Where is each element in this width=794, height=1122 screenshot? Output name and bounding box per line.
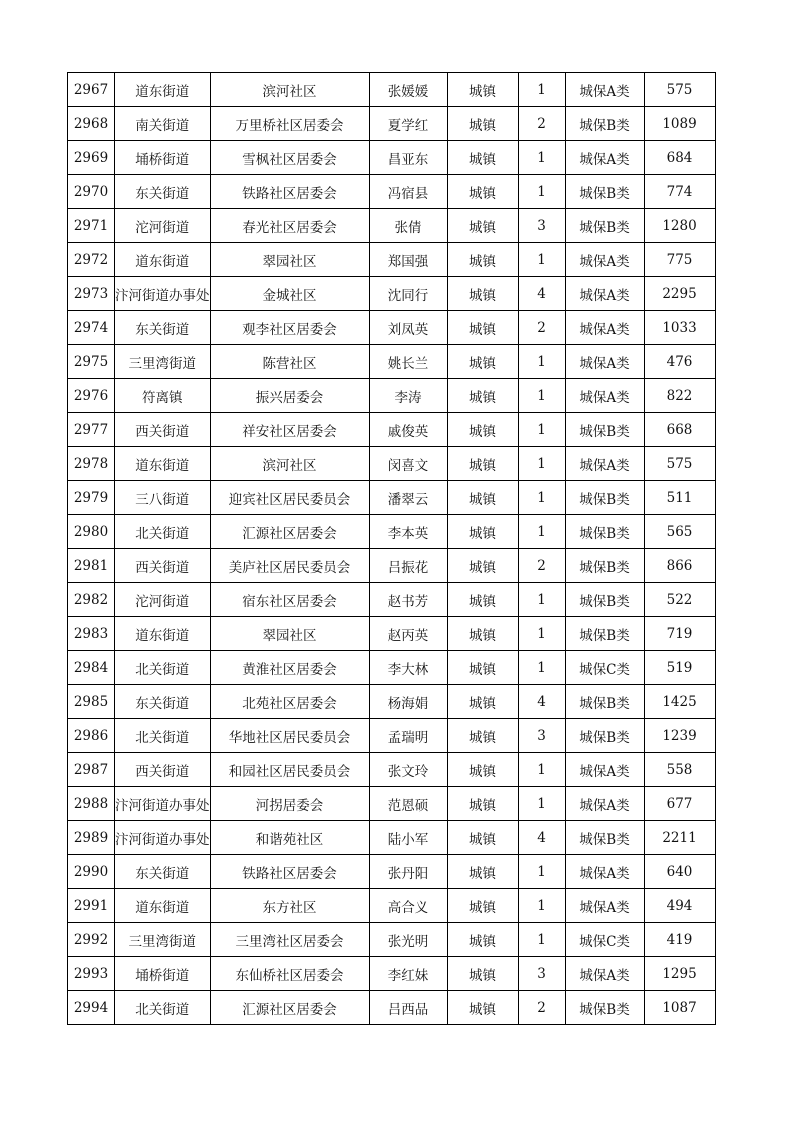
cell-count: 2 bbox=[518, 991, 565, 1025]
cell-count: 1 bbox=[518, 447, 565, 481]
cell-street bbox=[115, 923, 211, 957]
cell-category: 城保B类 bbox=[565, 515, 644, 549]
cell-count: 4 bbox=[518, 685, 565, 719]
cell-category: 城保C类 bbox=[565, 923, 644, 957]
cell-amount: 1033 bbox=[644, 311, 715, 345]
cell-name: 李涛 bbox=[369, 379, 447, 413]
cell-name: 冯宿县 bbox=[369, 175, 447, 209]
cell-number: 2975 bbox=[68, 345, 115, 379]
table-row bbox=[68, 379, 716, 413]
cell-street bbox=[115, 413, 211, 447]
street-text: 沱河街道 bbox=[135, 593, 190, 610]
cell-amount: 668 bbox=[644, 413, 715, 447]
table-row bbox=[68, 651, 716, 685]
cell-type: 城镇 bbox=[447, 685, 518, 719]
cell-community: 铁路社区居委会 bbox=[210, 175, 369, 209]
street-text: 东关街道 bbox=[135, 185, 190, 202]
cell-type: 城镇 bbox=[447, 991, 518, 1025]
table-row bbox=[68, 277, 716, 311]
street-text: 道东街道 bbox=[135, 899, 190, 916]
table-row bbox=[68, 243, 716, 277]
cell-name: 李大林 bbox=[369, 651, 447, 685]
cell-name: 吕西品 bbox=[369, 991, 447, 1025]
cell-category: 城保A类 bbox=[565, 345, 644, 379]
table-row bbox=[68, 549, 716, 583]
cell-name: 赵书芳 bbox=[369, 583, 447, 617]
table-body bbox=[68, 73, 716, 1025]
cell-name: 杨海娟 bbox=[369, 685, 447, 719]
cell-amount: 558 bbox=[644, 753, 715, 787]
cell-category: 城保A类 bbox=[565, 141, 644, 175]
cell-community: 和园社区居民委员会 bbox=[210, 753, 369, 787]
cell-number: 2970 bbox=[68, 175, 115, 209]
cell-community: 汇源社区居委会 bbox=[210, 991, 369, 1025]
cell-number: 2992 bbox=[68, 923, 115, 957]
cell-community: 春光社区居委会 bbox=[210, 209, 369, 243]
cell-street bbox=[115, 549, 211, 583]
cell-number: 2978 bbox=[68, 447, 115, 481]
cell-amount: 522 bbox=[644, 583, 715, 617]
cell-number: 2976 bbox=[68, 379, 115, 413]
cell-count: 1 bbox=[518, 141, 565, 175]
cell-name: 李红妹 bbox=[369, 957, 447, 991]
cell-count: 1 bbox=[518, 855, 565, 889]
street-text: 汴河街道办事处 bbox=[115, 287, 210, 304]
cell-community: 三里湾社区居委会 bbox=[210, 923, 369, 957]
cell-number: 2977 bbox=[68, 413, 115, 447]
cell-count: 1 bbox=[518, 651, 565, 685]
cell-community: 汇源社区居委会 bbox=[210, 515, 369, 549]
street-text: 西关街道 bbox=[135, 559, 190, 576]
street-text: 三八街道 bbox=[135, 491, 190, 508]
cell-number: 2973 bbox=[68, 277, 115, 311]
cell-type: 城镇 bbox=[447, 73, 518, 107]
cell-category: 城保B类 bbox=[565, 583, 644, 617]
cell-category: 城保B类 bbox=[565, 821, 644, 855]
cell-street bbox=[115, 277, 211, 311]
cell-type: 城镇 bbox=[447, 855, 518, 889]
street-text: 道东街道 bbox=[135, 457, 190, 474]
cell-count: 3 bbox=[518, 719, 565, 753]
cell-count: 1 bbox=[518, 243, 565, 277]
street-text: 符离镇 bbox=[142, 389, 183, 406]
cell-street bbox=[115, 991, 211, 1025]
cell-category: 城保A类 bbox=[565, 855, 644, 889]
cell-street bbox=[115, 855, 211, 889]
cell-street bbox=[115, 175, 211, 209]
cell-count: 1 bbox=[518, 345, 565, 379]
cell-type: 城镇 bbox=[447, 515, 518, 549]
cell-community: 翠园社区 bbox=[210, 617, 369, 651]
cell-community: 观李社区居委会 bbox=[210, 311, 369, 345]
cell-category: 城保B类 bbox=[565, 617, 644, 651]
cell-number: 2981 bbox=[68, 549, 115, 583]
cell-category: 城保B类 bbox=[565, 685, 644, 719]
cell-amount: 1239 bbox=[644, 719, 715, 753]
cell-category: 城保A类 bbox=[565, 379, 644, 413]
cell-amount: 640 bbox=[644, 855, 715, 889]
cell-community: 和谐苑社区 bbox=[210, 821, 369, 855]
street-text: 西关街道 bbox=[135, 423, 190, 440]
cell-type: 城镇 bbox=[447, 651, 518, 685]
table-row bbox=[68, 787, 716, 821]
cell-type: 城镇 bbox=[447, 345, 518, 379]
table-row bbox=[68, 855, 716, 889]
cell-type: 城镇 bbox=[447, 923, 518, 957]
table-row bbox=[68, 719, 716, 753]
cell-amount: 575 bbox=[644, 447, 715, 481]
cell-community: 宿东社区居委会 bbox=[210, 583, 369, 617]
cell-category: 城保A类 bbox=[565, 787, 644, 821]
cell-number: 2990 bbox=[68, 855, 115, 889]
cell-number: 2994 bbox=[68, 991, 115, 1025]
cell-category: 城保A类 bbox=[565, 447, 644, 481]
cell-type: 城镇 bbox=[447, 311, 518, 345]
cell-amount: 575 bbox=[644, 73, 715, 107]
cell-type: 城镇 bbox=[447, 821, 518, 855]
cell-number: 2980 bbox=[68, 515, 115, 549]
cell-number: 2984 bbox=[68, 651, 115, 685]
street-text: 道东街道 bbox=[135, 627, 190, 644]
table-row bbox=[68, 73, 716, 107]
cell-community: 滨河社区 bbox=[210, 447, 369, 481]
street-text: 北关街道 bbox=[135, 525, 190, 542]
cell-street bbox=[115, 821, 211, 855]
table-row bbox=[68, 821, 716, 855]
cell-type: 城镇 bbox=[447, 481, 518, 515]
cell-type: 城镇 bbox=[447, 277, 518, 311]
cell-type: 城镇 bbox=[447, 141, 518, 175]
cell-name: 刘凤英 bbox=[369, 311, 447, 345]
cell-category: 城保C类 bbox=[565, 651, 644, 685]
cell-category: 城保A类 bbox=[565, 311, 644, 345]
cell-community: 东仙桥社区居委会 bbox=[210, 957, 369, 991]
cell-count: 1 bbox=[518, 753, 565, 787]
table-row bbox=[68, 685, 716, 719]
table-row bbox=[68, 209, 716, 243]
cell-name: 孟瑞明 bbox=[369, 719, 447, 753]
cell-type: 城镇 bbox=[447, 889, 518, 923]
cell-street bbox=[115, 889, 211, 923]
cell-count: 4 bbox=[518, 277, 565, 311]
cell-amount: 774 bbox=[644, 175, 715, 209]
table-row bbox=[68, 923, 716, 957]
street-text: 东关街道 bbox=[135, 321, 190, 338]
table-row bbox=[68, 583, 716, 617]
cell-number: 2989 bbox=[68, 821, 115, 855]
cell-number: 2974 bbox=[68, 311, 115, 345]
cell-name: 昌亚东 bbox=[369, 141, 447, 175]
street-text: 北关街道 bbox=[135, 1001, 190, 1018]
cell-count: 1 bbox=[518, 515, 565, 549]
cell-name: 吕振花 bbox=[369, 549, 447, 583]
cell-community: 东方社区 bbox=[210, 889, 369, 923]
cell-name: 闵喜文 bbox=[369, 447, 447, 481]
cell-count: 1 bbox=[518, 923, 565, 957]
cell-number: 2979 bbox=[68, 481, 115, 515]
cell-name: 张倩 bbox=[369, 209, 447, 243]
cell-community: 金城社区 bbox=[210, 277, 369, 311]
cell-category: 城保B类 bbox=[565, 991, 644, 1025]
cell-amount: 677 bbox=[644, 787, 715, 821]
cell-name: 夏学红 bbox=[369, 107, 447, 141]
cell-category: 城保A类 bbox=[565, 889, 644, 923]
cell-category: 城保B类 bbox=[565, 107, 644, 141]
cell-name: 张文玲 bbox=[369, 753, 447, 787]
cell-street bbox=[115, 753, 211, 787]
cell-category: 城保B类 bbox=[565, 175, 644, 209]
cell-name: 张光明 bbox=[369, 923, 447, 957]
cell-community: 滨河社区 bbox=[210, 73, 369, 107]
cell-community: 华地社区居民委员会 bbox=[210, 719, 369, 753]
street-text: 北关街道 bbox=[135, 729, 190, 746]
cell-amount: 2295 bbox=[644, 277, 715, 311]
cell-amount: 419 bbox=[644, 923, 715, 957]
cell-street bbox=[115, 719, 211, 753]
table-row bbox=[68, 311, 716, 345]
cell-type: 城镇 bbox=[447, 617, 518, 651]
street-text: 道东街道 bbox=[135, 253, 190, 270]
cell-street bbox=[115, 787, 211, 821]
cell-number: 2972 bbox=[68, 243, 115, 277]
cell-amount: 719 bbox=[644, 617, 715, 651]
cell-name: 戚俊英 bbox=[369, 413, 447, 447]
cell-amount: 822 bbox=[644, 379, 715, 413]
cell-category: 城保B类 bbox=[565, 209, 644, 243]
cell-amount: 476 bbox=[644, 345, 715, 379]
table-row bbox=[68, 141, 716, 175]
cell-street bbox=[115, 107, 211, 141]
cell-street bbox=[115, 141, 211, 175]
cell-category: 城保A类 bbox=[565, 957, 644, 991]
cell-type: 城镇 bbox=[447, 209, 518, 243]
cell-name: 沈同行 bbox=[369, 277, 447, 311]
table-row bbox=[68, 889, 716, 923]
cell-number: 2991 bbox=[68, 889, 115, 923]
cell-category: 城保B类 bbox=[565, 549, 644, 583]
cell-name: 陆小军 bbox=[369, 821, 447, 855]
cell-number: 2969 bbox=[68, 141, 115, 175]
cell-street bbox=[115, 515, 211, 549]
street-text: 东关街道 bbox=[135, 695, 190, 712]
cell-category: 城保B类 bbox=[565, 481, 644, 515]
cell-number: 2983 bbox=[68, 617, 115, 651]
cell-street bbox=[115, 481, 211, 515]
cell-street bbox=[115, 583, 211, 617]
cell-amount: 519 bbox=[644, 651, 715, 685]
street-text: 汴河街道办事处 bbox=[115, 831, 210, 848]
cell-name: 高合义 bbox=[369, 889, 447, 923]
cell-amount: 2211 bbox=[644, 821, 715, 855]
table-row bbox=[68, 753, 716, 787]
cell-type: 城镇 bbox=[447, 957, 518, 991]
cell-amount: 684 bbox=[644, 141, 715, 175]
cell-type: 城镇 bbox=[447, 413, 518, 447]
street-text: 道东街道 bbox=[135, 83, 190, 100]
table-row bbox=[68, 345, 716, 379]
cell-count: 2 bbox=[518, 107, 565, 141]
cell-number: 2985 bbox=[68, 685, 115, 719]
cell-category: 城保B类 bbox=[565, 413, 644, 447]
cell-count: 1 bbox=[518, 413, 565, 447]
cell-type: 城镇 bbox=[447, 549, 518, 583]
cell-community: 雪枫社区居委会 bbox=[210, 141, 369, 175]
data-table bbox=[67, 72, 716, 1025]
cell-community: 陈营社区 bbox=[210, 345, 369, 379]
cell-community: 铁路社区居委会 bbox=[210, 855, 369, 889]
cell-count: 1 bbox=[518, 73, 565, 107]
cell-street bbox=[115, 379, 211, 413]
cell-number: 2967 bbox=[68, 73, 115, 107]
cell-name: 姚长兰 bbox=[369, 345, 447, 379]
cell-name: 潘翠云 bbox=[369, 481, 447, 515]
cell-category: 城保A类 bbox=[565, 277, 644, 311]
cell-street bbox=[115, 685, 211, 719]
cell-count: 1 bbox=[518, 889, 565, 923]
cell-category: 城保A类 bbox=[565, 753, 644, 787]
street-text: 汴河街道办事处 bbox=[115, 797, 210, 814]
cell-count: 3 bbox=[518, 957, 565, 991]
cell-count: 1 bbox=[518, 175, 565, 209]
cell-count: 3 bbox=[518, 209, 565, 243]
cell-type: 城镇 bbox=[447, 787, 518, 821]
table-row bbox=[68, 447, 716, 481]
cell-community: 迎宾社区居民委员会 bbox=[210, 481, 369, 515]
cell-number: 2988 bbox=[68, 787, 115, 821]
table-row bbox=[68, 175, 716, 209]
table-row bbox=[68, 107, 716, 141]
cell-name: 张媛媛 bbox=[369, 73, 447, 107]
cell-community: 黄淮社区居委会 bbox=[210, 651, 369, 685]
cell-amount: 866 bbox=[644, 549, 715, 583]
cell-type: 城镇 bbox=[447, 175, 518, 209]
cell-community: 翠园社区 bbox=[210, 243, 369, 277]
cell-number: 2993 bbox=[68, 957, 115, 991]
cell-number: 2968 bbox=[68, 107, 115, 141]
cell-count: 1 bbox=[518, 583, 565, 617]
cell-community: 万里桥社区居委会 bbox=[210, 107, 369, 141]
cell-category: 城保A类 bbox=[565, 73, 644, 107]
cell-count: 4 bbox=[518, 821, 565, 855]
table-row bbox=[68, 957, 716, 991]
table-row bbox=[68, 515, 716, 549]
street-text: 西关街道 bbox=[135, 763, 190, 780]
cell-category: 城保A类 bbox=[565, 243, 644, 277]
street-text: 南关街道 bbox=[135, 117, 190, 134]
cell-name: 郑国强 bbox=[369, 243, 447, 277]
cell-street bbox=[115, 345, 211, 379]
cell-amount: 565 bbox=[644, 515, 715, 549]
cell-count: 1 bbox=[518, 481, 565, 515]
cell-category: 城保B类 bbox=[565, 719, 644, 753]
cell-street bbox=[115, 243, 211, 277]
cell-count: 1 bbox=[518, 379, 565, 413]
cell-amount: 1295 bbox=[644, 957, 715, 991]
street-text: 三里湾街道 bbox=[128, 933, 196, 950]
cell-amount: 1087 bbox=[644, 991, 715, 1025]
cell-type: 城镇 bbox=[447, 583, 518, 617]
cell-type: 城镇 bbox=[447, 107, 518, 141]
street-text: 东关街道 bbox=[135, 865, 190, 882]
cell-number: 2971 bbox=[68, 209, 115, 243]
cell-number: 2987 bbox=[68, 753, 115, 787]
cell-street bbox=[115, 651, 211, 685]
cell-amount: 1089 bbox=[644, 107, 715, 141]
cell-name: 赵丙英 bbox=[369, 617, 447, 651]
cell-type: 城镇 bbox=[447, 719, 518, 753]
street-text: 北关街道 bbox=[135, 661, 190, 678]
cell-number: 2982 bbox=[68, 583, 115, 617]
table-row bbox=[68, 991, 716, 1025]
cell-street bbox=[115, 209, 211, 243]
cell-community: 北苑社区居委会 bbox=[210, 685, 369, 719]
cell-number: 2986 bbox=[68, 719, 115, 753]
cell-count: 1 bbox=[518, 787, 565, 821]
cell-name: 张丹阳 bbox=[369, 855, 447, 889]
cell-street bbox=[115, 617, 211, 651]
cell-community: 美庐社区居民委员会 bbox=[210, 549, 369, 583]
cell-community: 祥安社区居委会 bbox=[210, 413, 369, 447]
cell-name: 李本英 bbox=[369, 515, 447, 549]
cell-name: 范恩硕 bbox=[369, 787, 447, 821]
cell-street bbox=[115, 73, 211, 107]
cell-count: 2 bbox=[518, 311, 565, 345]
table-row bbox=[68, 617, 716, 651]
cell-street bbox=[115, 447, 211, 481]
cell-amount: 775 bbox=[644, 243, 715, 277]
cell-street bbox=[115, 957, 211, 991]
street-text: 埇桥街道 bbox=[135, 967, 190, 984]
cell-count: 1 bbox=[518, 617, 565, 651]
cell-community: 振兴居委会 bbox=[210, 379, 369, 413]
cell-type: 城镇 bbox=[447, 379, 518, 413]
cell-amount: 1425 bbox=[644, 685, 715, 719]
street-text: 沱河街道 bbox=[135, 219, 190, 236]
cell-amount: 494 bbox=[644, 889, 715, 923]
cell-amount: 511 bbox=[644, 481, 715, 515]
cell-community: 河拐居委会 bbox=[210, 787, 369, 821]
cell-type: 城镇 bbox=[447, 753, 518, 787]
cell-amount: 1280 bbox=[644, 209, 715, 243]
table-row bbox=[68, 413, 716, 447]
street-text: 三里湾街道 bbox=[128, 355, 196, 372]
cell-street bbox=[115, 311, 211, 345]
cell-count: 2 bbox=[518, 549, 565, 583]
street-text: 埇桥街道 bbox=[135, 151, 190, 168]
table-row bbox=[68, 481, 716, 515]
cell-type: 城镇 bbox=[447, 243, 518, 277]
cell-type: 城镇 bbox=[447, 447, 518, 481]
